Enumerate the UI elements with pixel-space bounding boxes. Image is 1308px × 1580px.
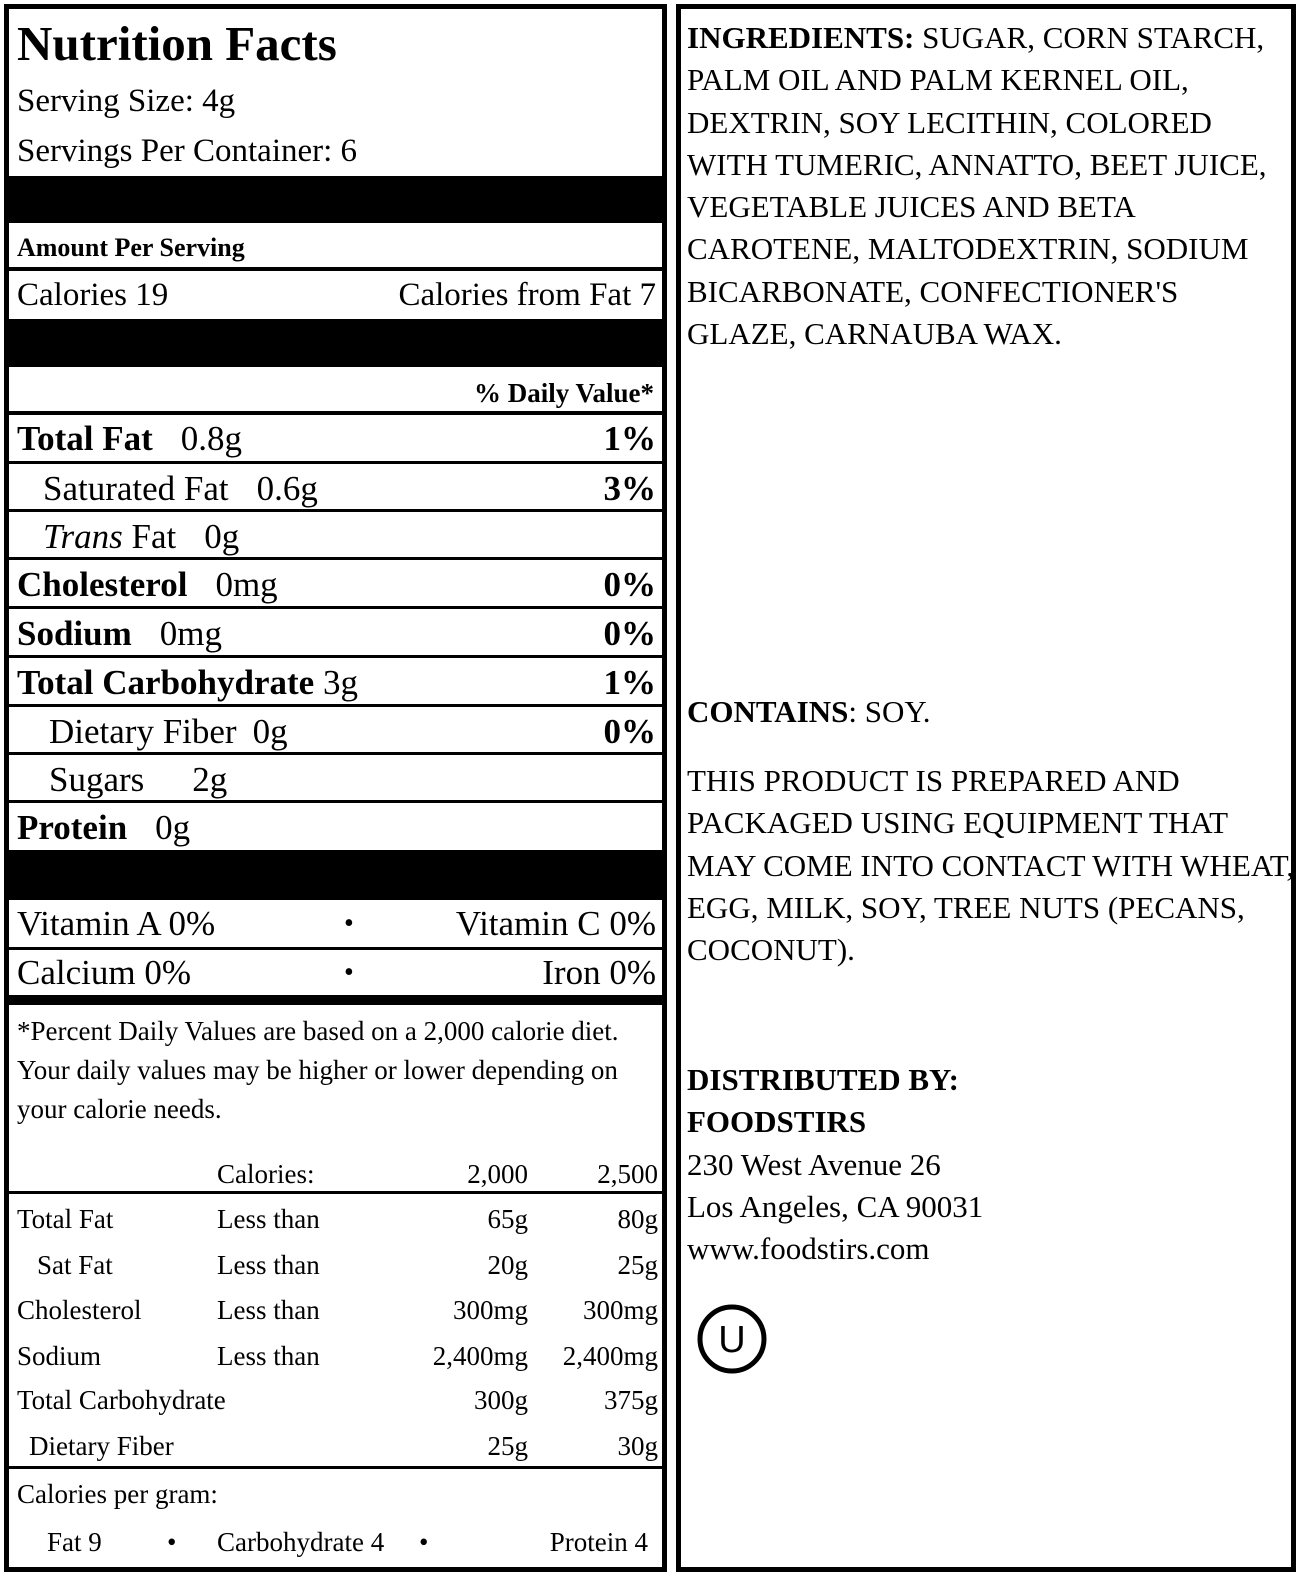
kosher-symbol-letter: U bbox=[718, 1319, 746, 1361]
dv-cell: 25g bbox=[617, 1250, 658, 1280]
divider bbox=[9, 800, 662, 803]
nutrient-amount: 3g bbox=[322, 663, 358, 702]
facility-statement: THIS PRODUCT IS PREPARED AND PACKAGED USING EQUIPMENT THAT MAY COME INTO CONTACT WITH WHEAT, EGG, MILK, SOY, TREE NUTS (PECANS, COCONUT). bbox=[687, 763, 1295, 968]
nutrient-amount: 0mg bbox=[159, 614, 223, 653]
dv-cell: Less than bbox=[217, 1250, 320, 1280]
cpg-fat: Fat 9 bbox=[47, 1527, 102, 1557]
dv-cell: 300g bbox=[474, 1385, 528, 1415]
nutrient-name: Total Carbohydrate bbox=[17, 663, 315, 702]
nutrient-row-cholesterol bbox=[9, 561, 662, 607]
allergen-contains bbox=[687, 691, 1295, 733]
divider bbox=[9, 1466, 662, 1469]
mineral-row bbox=[9, 951, 662, 997]
nutrient-name: Sugars bbox=[49, 760, 145, 799]
nutrient-row-sodium bbox=[9, 610, 662, 656]
nutrient-name: Dietary Fiber bbox=[49, 712, 237, 751]
dv-cell: 375g bbox=[604, 1385, 658, 1415]
nutrient-name: Trans bbox=[43, 517, 123, 556]
nutrient-name: Total Fat bbox=[17, 419, 153, 458]
calories-per-gram-label: Calories per gram: bbox=[17, 1479, 218, 1509]
dv-cell: 65g bbox=[487, 1204, 528, 1234]
divider bbox=[9, 655, 662, 658]
nutrient-name: Protein bbox=[17, 808, 128, 847]
divider bbox=[9, 557, 662, 560]
divider bbox=[9, 947, 662, 950]
daily-value-footnote: *Percent Daily Values are based on a 2,000 calorie diet. Your daily values may be higher or lower depending on your calorie needs. bbox=[17, 1016, 619, 1124]
dv-cell: 20g bbox=[487, 1250, 528, 1280]
daily-value-header: % Daily Value* bbox=[473, 378, 654, 408]
nutrient-row-total-carbohydrate bbox=[9, 659, 662, 705]
company-name: FOODSTIRS bbox=[687, 1104, 867, 1140]
amount-per-serving: Amount Per Serving bbox=[17, 233, 245, 262]
nutrient-dv: 0% bbox=[603, 614, 656, 653]
nutrient-amount: 0.8g bbox=[180, 419, 243, 458]
vitamin-row bbox=[9, 902, 662, 948]
nutrient-name: Sodium bbox=[17, 614, 132, 653]
calories-from-fat: Calories from Fat 7 bbox=[398, 277, 656, 313]
website: www.foodstirs.com bbox=[687, 1231, 930, 1267]
nutrient-dv: 0% bbox=[603, 712, 656, 751]
bullet: • bbox=[344, 908, 354, 939]
divider bbox=[9, 509, 662, 512]
dv-table-header-2000: 2,000 bbox=[467, 1159, 528, 1189]
calories: Calories 19 bbox=[17, 277, 169, 313]
nutrient-dv: 1% bbox=[603, 663, 656, 702]
dv-cell: 2,400mg bbox=[432, 1341, 528, 1371]
dv-cell: Total Fat bbox=[17, 1204, 114, 1234]
ingredients-label: INGREDIENTS: bbox=[687, 20, 915, 55]
cpg-carbohydrate: Carbohydrate 4 bbox=[217, 1527, 385, 1557]
contains-label: CONTAINS bbox=[687, 694, 849, 729]
nutrient-amount: 0g bbox=[155, 808, 191, 847]
thick-divider bbox=[9, 176, 662, 223]
vitamin-c: Vitamin C 0% bbox=[455, 904, 656, 943]
dv-cell: Sodium bbox=[17, 1341, 102, 1371]
dv-cell: Less than bbox=[217, 1204, 320, 1234]
dv-cell: Cholesterol bbox=[17, 1295, 142, 1325]
cpg-protein: Protein 4 bbox=[549, 1527, 648, 1557]
divider bbox=[9, 704, 662, 707]
nutrient-row-trans-fat bbox=[9, 513, 662, 559]
dv-cell: Sat Fat bbox=[37, 1250, 113, 1280]
thick-divider bbox=[9, 850, 662, 900]
nutrient-row-protein bbox=[9, 804, 662, 850]
dv-cell: 30g bbox=[617, 1431, 658, 1461]
ingredients-text: SUGAR, CORN STARCH, PALM OIL AND PALM KERNEL OIL, DEXTRIN, SOY LECITHIN, COLORED WITH TUMERIC, ANNATTO, BEET JUICE, VEGETABLE JUICES AND BETA CAROTENE, MALTODEXTRIN, SODIUM BICARBONATE, CONFECTIONER'S GLAZE, CARNAUBA WAX. bbox=[687, 20, 1267, 352]
nutrient-amount: 0g bbox=[252, 712, 288, 751]
nutrient-row-total-fat bbox=[9, 415, 662, 461]
dv-cell: Less than bbox=[217, 1341, 320, 1371]
iron: Iron 0% bbox=[542, 953, 656, 992]
distributed-by-label: DISTRIBUTED BY: bbox=[687, 1062, 959, 1097]
divider bbox=[9, 267, 662, 271]
dv-cell: Less than bbox=[217, 1295, 320, 1325]
calcium: Calcium 0% bbox=[17, 953, 191, 992]
bullet: • bbox=[344, 957, 354, 988]
thick-divider bbox=[9, 319, 662, 367]
nutrition-facts-title: Nutrition Facts bbox=[17, 16, 337, 71]
thick-divider bbox=[9, 995, 662, 1005]
dv-cell: 25g bbox=[487, 1431, 528, 1461]
nutrient-dv: 1% bbox=[603, 419, 656, 458]
nutrient-row-dietary-fiber bbox=[9, 708, 662, 754]
nutrient-dv: 3% bbox=[603, 469, 656, 508]
dv-cell: Total Carbohydrate bbox=[17, 1385, 226, 1415]
nutrient-name: Cholesterol bbox=[17, 565, 188, 604]
divider bbox=[9, 1191, 662, 1194]
nutrient-amount: 0mg bbox=[215, 565, 278, 604]
nutrient-amount: 0.6g bbox=[256, 469, 318, 508]
ingredients bbox=[687, 17, 1295, 355]
nutrient-dv: 0% bbox=[603, 565, 656, 604]
nutrient-name-rest: Fat bbox=[131, 517, 177, 556]
nutrient-name: Saturated Fat bbox=[43, 469, 229, 508]
nutrient-amount: 2g bbox=[192, 760, 228, 799]
dv-cell: 300mg bbox=[582, 1295, 658, 1325]
dv-table-header-calories: Calories: bbox=[217, 1159, 315, 1189]
address-line-1: 230 West Avenue 26 bbox=[687, 1146, 941, 1182]
dv-cell: 80g bbox=[617, 1204, 658, 1234]
ingredients-panel bbox=[676, 4, 1296, 1572]
dv-cell: 2,400mg bbox=[562, 1341, 658, 1371]
contains-text: : SOY. bbox=[848, 694, 931, 729]
dv-cell: Dietary Fiber bbox=[29, 1431, 174, 1461]
divider bbox=[9, 461, 662, 464]
nutrient-row-sugars bbox=[9, 756, 662, 802]
dv-cell: 300mg bbox=[452, 1295, 528, 1325]
nutrient-row-saturated-fat bbox=[9, 465, 662, 511]
divider bbox=[9, 606, 662, 609]
nutrition-facts-panel bbox=[4, 4, 667, 1572]
serving-size: Serving Size: 4g bbox=[17, 83, 236, 119]
address-line-2: Los Angeles, CA 90031 bbox=[687, 1188, 984, 1224]
dv-table-header-2500: 2,500 bbox=[597, 1159, 658, 1189]
vitamin-a: Vitamin A 0% bbox=[17, 904, 216, 943]
divider bbox=[9, 752, 662, 755]
distributor-block bbox=[687, 1059, 1295, 1270]
kosher-symbol-icon bbox=[697, 1304, 767, 1374]
nutrient-amount: 0g bbox=[204, 517, 240, 556]
bullet: • bbox=[167, 1527, 177, 1557]
servings-per-container: Servings Per Container: 6 bbox=[17, 133, 358, 169]
bullet: • bbox=[419, 1527, 429, 1557]
